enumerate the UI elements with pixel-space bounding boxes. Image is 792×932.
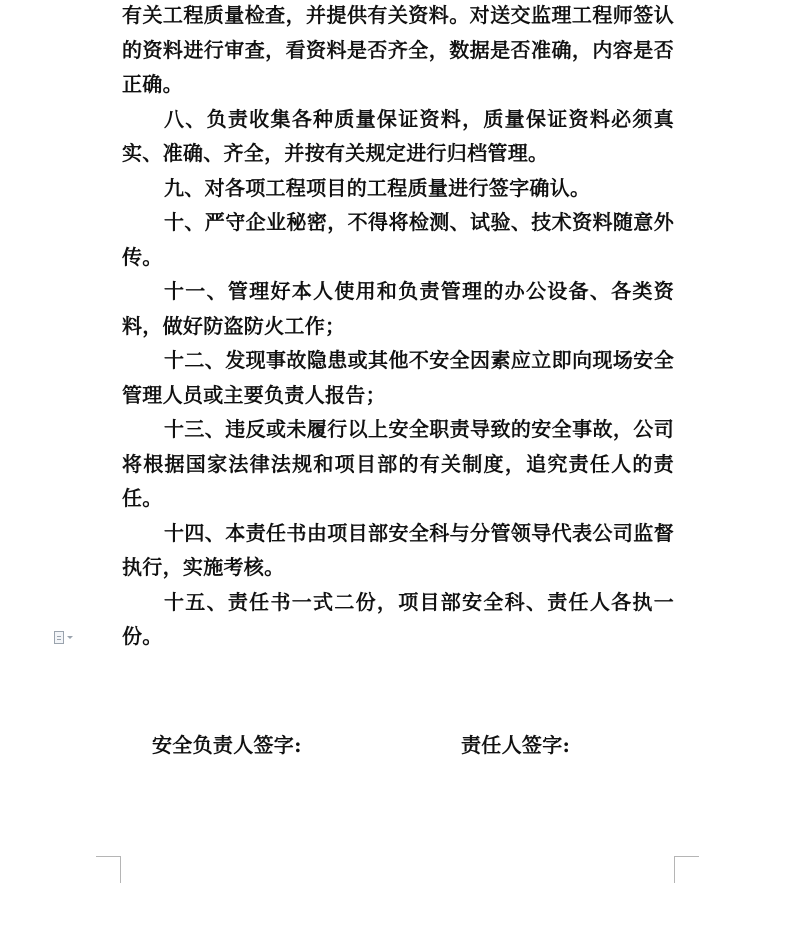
document-body	[122, 0, 674, 654]
paragraph-item-11: 十一、管理好本人使用和负责管理的办公设备、各类资料，做好防盗防火工作；	[122, 279, 674, 338]
paragraph-item-10: 十、严守企业秘密，不得将检测、试验、技术资料随意外传。	[122, 210, 674, 269]
paragraph-item-14: 十四、本责任书由项目部安全科与分管领导代表公司监督执行，实施考核。	[122, 520, 674, 579]
paragraph-continuation: 有关工程质量检查，并提供有关资料。对送交监理工程师签认的资料进行审查，看资料是否齐全，数据是否准确，内容是否正确。	[122, 3, 674, 96]
paragraph-item-8: 八、负责收集各种质量保证资料，质量保证资料必须真实、准确、齐全，并按有关规定进行归档管理。	[122, 106, 674, 165]
paste-options-icon[interactable]	[54, 629, 82, 645]
paragraph-item-9: 九、对各项工程项目的工程质量进行签字确认。	[164, 175, 591, 200]
page-corner-mark-left	[96, 856, 121, 883]
paragraph-item-12: 十二、发现事故隐患或其他不安全因素应立即向现场安全管理人员或主要负责人报告；	[122, 348, 674, 407]
chevron-down-icon	[67, 636, 73, 639]
safety-officer-signature-label: 安全负责人签字:	[152, 733, 302, 757]
paragraph-item-13: 十三、违反或未履行以上安全职责导致的安全事故，公司将根据国家法律法规和项目部的有关制度，追究责任人的责任。	[122, 417, 674, 510]
document-icon	[54, 631, 64, 644]
responsible-person-signature-label: 责任人签字:	[461, 733, 571, 757]
page-corner-mark-right	[674, 856, 699, 883]
paragraph-item-15: 十五、责任书一式二份，项目部安全科、责任人各执一份。	[122, 589, 674, 648]
